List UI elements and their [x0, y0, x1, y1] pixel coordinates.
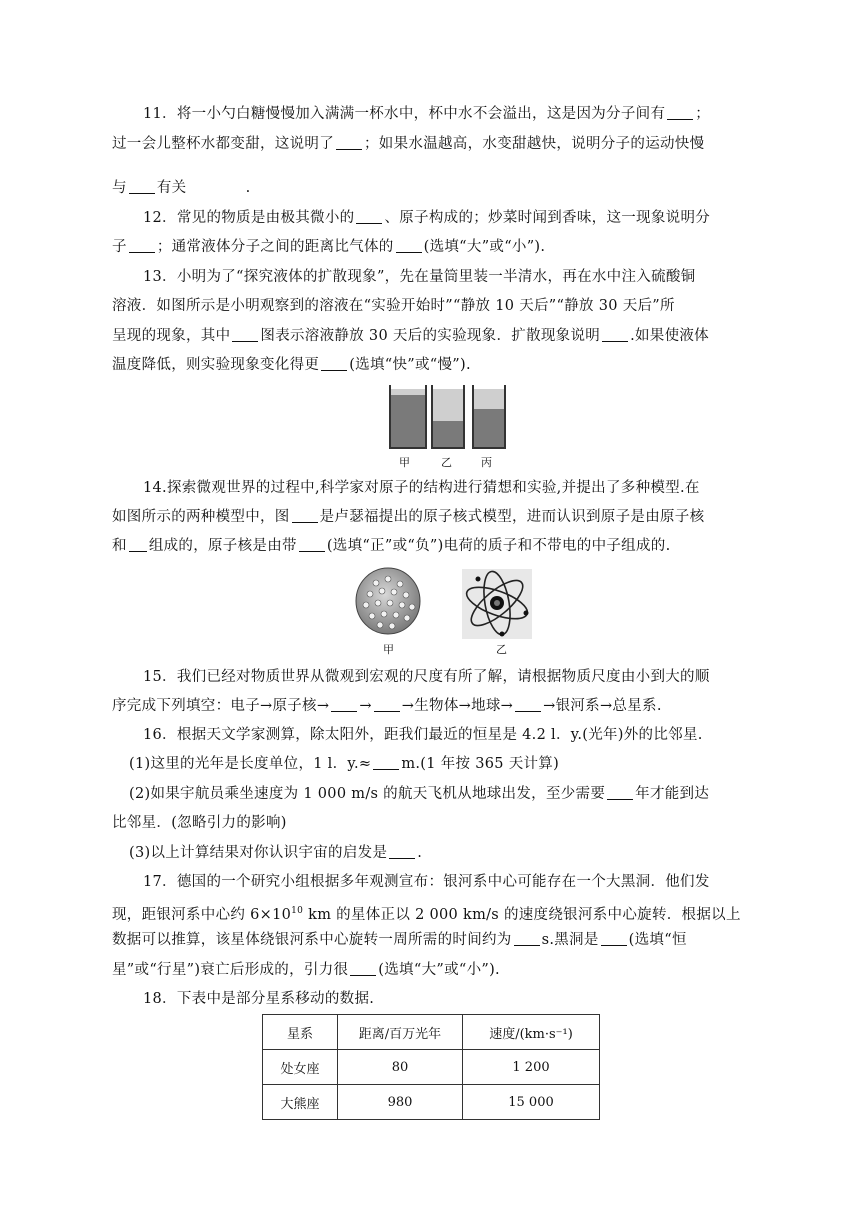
answer-blank[interactable]: [129, 537, 147, 552]
table-cell: 980: [338, 1085, 463, 1120]
caption-bing: 丙: [481, 456, 492, 469]
q14-line1: 14.探索微观世界的过程中,科学家对原子的结构进行猜想和实验,并提出了多种模型.在: [143, 480, 700, 496]
answer-blank[interactable]: [232, 327, 258, 342]
atom-models-figure: [350, 565, 540, 645]
q18-line1: 18．下表中是部分星系移动的数据.: [143, 991, 375, 1007]
cylinder-yi: [431, 385, 465, 449]
answer-blank[interactable]: [607, 785, 633, 800]
table-row: [263, 1050, 600, 1085]
caption-yi: 乙: [496, 643, 507, 656]
q11-line3: 与 有关 .: [112, 180, 251, 196]
q11-line2: 过一会儿整杯水都变甜，这说明了 ；如果水温越高，水变甜越快，说明分子的运动快慢: [112, 136, 705, 152]
q16-sub2-line2: 比邻星．(忽略引力的影响): [112, 815, 287, 831]
caption-jia: 甲: [383, 643, 394, 656]
nuclear-model: [462, 569, 532, 639]
q13-line4: 温度降低，则实验现象变化得更 (选填“快”或“慢”).: [112, 357, 471, 373]
q12-line2: 子 ；通常液体分子之间的距离比气体的 (选填“大”或“小”).: [112, 239, 546, 255]
answer-blank[interactable]: [321, 356, 347, 371]
table-row: [263, 1085, 600, 1120]
q16-line1: 16．根据天文学家测算，除太阳外，距我们最近的恒星是 4.2 l．y.(光年)外的比邻星.: [143, 727, 703, 743]
answer-blank[interactable]: [667, 105, 693, 120]
answer-blank[interactable]: [373, 755, 399, 770]
q17-line3: 数据可以推算，该星体绕银河系中心旋转一周所需的时间约为 s.黑洞是 (选填“恒: [112, 932, 687, 948]
caption-yi: 乙: [441, 456, 452, 469]
q13-line2: 溶液．如图所示是小明观察到的溶液在“实验开始时”“静放 10 天后”“静放 30 天后”所: [112, 298, 675, 314]
q13-line3: 呈现的现象，其中 图表示溶液静放 30 天后的实验现象．扩散现象说明 .如果使液体: [112, 328, 709, 344]
q14-line2: 如图所示的两种模型中，图 是卢瑟福提出的原子核式模型，进而认识到原子是由原子核: [112, 509, 705, 525]
galaxy-table: [262, 1014, 600, 1120]
cylinder-jia: [389, 385, 427, 449]
table-cell: 80: [338, 1050, 463, 1085]
q17-line2: 现，距银河系中心约 $6\times 10^{10}$ km 的星体正以 2 000 km/s 的速度绕银河系中心旋转．根据以上: [112, 906, 741, 923]
q16-sub1: (1)这里的光年是长度单位，1 l．y.≈ m.(1 年按 365 天计算): [129, 756, 560, 772]
answer-blank[interactable]: [292, 508, 318, 523]
plum-pudding-model: [356, 568, 420, 634]
q17-line1: 17．德国的一个研究小组根据多年观测宣布：银河系中心可能存在一个大黑洞．他们发: [143, 874, 710, 890]
answer-blank[interactable]: [601, 931, 627, 946]
table-cell: 处女座: [263, 1050, 338, 1085]
answer-blank[interactable]: [602, 327, 628, 342]
table-cell: 1 200: [463, 1050, 600, 1085]
answer-blank[interactable]: [331, 697, 357, 712]
answer-blank[interactable]: [299, 537, 325, 552]
answer-blank[interactable]: [396, 238, 422, 253]
q15-line1: 15．我们已经对物质世界从微观到宏观的尺度有所了解，请根据物质尺度由小到大的顺: [143, 669, 710, 685]
cylinder-bing: [472, 385, 506, 449]
q14-line3: 和 组成的，原子核是由带 (选填“正”或“负”)电荷的质子和不带电的中子组成的.: [112, 538, 671, 554]
q16-sub3: (3)以上计算结果对你认识宇宙的启发是 .: [129, 845, 423, 861]
answer-blank[interactable]: [336, 135, 362, 150]
q15-line2: 序完成下列填空：电子→原子核→ → →生物体→地球→ →银河系→总星系.: [112, 698, 662, 714]
q12-line1: 12．常见的物质是由极其微小的 、原子构成的；炒菜时闻到香味，这一现象说明分: [143, 210, 711, 226]
answer-blank[interactable]: [356, 209, 382, 224]
answer-blank[interactable]: [515, 697, 541, 712]
q17-line4: 星”或“行星”)衰亡后形成的，引力很 (选填“大”或“小”).: [112, 962, 500, 978]
answer-blank[interactable]: [374, 697, 400, 712]
answer-blank[interactable]: [514, 931, 540, 946]
answer-blank[interactable]: [129, 179, 155, 194]
answer-blank[interactable]: [350, 961, 376, 976]
caption-jia: 甲: [399, 456, 410, 469]
table-header: 距离/百万光年: [338, 1015, 463, 1050]
q16-sub2: (2)如果宇航员乘坐速度为 1 000 m/s 的航天飞机从地球出发，至少需要 年才能到达: [129, 786, 710, 802]
table-header: 星系: [263, 1015, 338, 1050]
q11-line1: 11．将一小勺白糖慢慢加入满满一杯水中，杯中水不会溢出，这是因为分子间有 ；: [143, 106, 711, 122]
answer-blank[interactable]: [129, 238, 155, 253]
table-header-row: [263, 1015, 600, 1050]
table-cell: 15 000: [463, 1085, 600, 1120]
table-cell: 大熊座: [263, 1085, 338, 1120]
answer-blank[interactable]: [389, 844, 415, 859]
q13-line1: 13．小明为了“探究液体的扩散现象”，先在量筒里装一半清水，再在水中注入硫酸铜: [143, 269, 696, 285]
table-header: 速度/(km·s⁻¹): [463, 1015, 600, 1050]
